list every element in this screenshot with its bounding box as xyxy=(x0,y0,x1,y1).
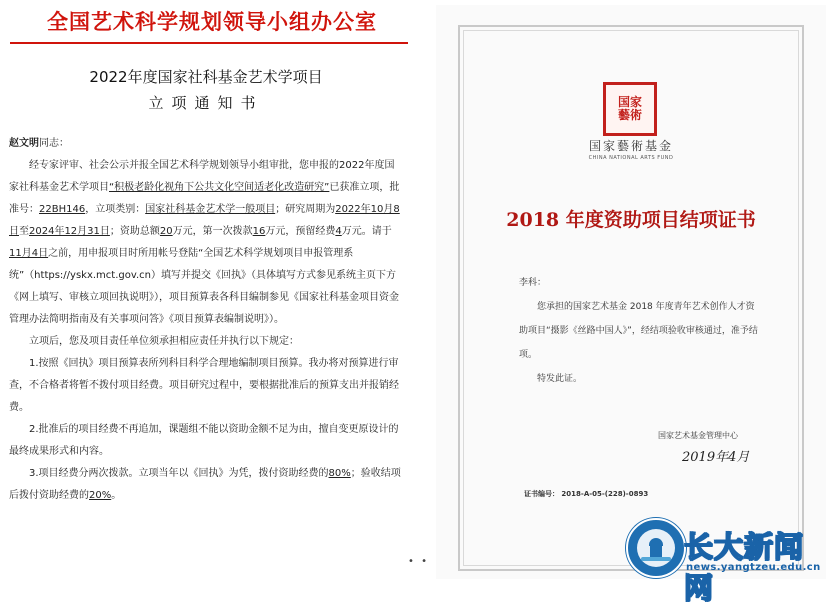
p5-text-3: 。 xyxy=(111,490,122,501)
fund-name: 国家藝術基金 xyxy=(588,139,673,153)
project-title: “积极老龄化视角下公共文化空间适老化改造研究” xyxy=(109,182,330,193)
university-logo-icon xyxy=(626,518,686,578)
approval-notice-document xyxy=(0,0,412,579)
p1-text-1: 经专家评审、社会公示并报全国艺术科学规划领导小组审批，您申报的2022年度国家社科基金艺术学项目 xyxy=(9,160,395,193)
paragraph-4: 2.批准后的项目经费不再追加，课题组不能以资助金额不足为由，擅自变更原设计的最终成果形式和内容。 xyxy=(9,424,399,457)
start-date: 2022年10月8日 xyxy=(9,204,400,237)
office-header: 全国艺术科学规划领导小组办公室 xyxy=(47,9,377,34)
reserve-funding: 4 xyxy=(335,226,342,237)
issuing-organization: 国家艺术基金管理中心 xyxy=(658,431,738,440)
certificate-body xyxy=(519,271,759,391)
total-funding: 20 xyxy=(159,226,173,237)
p1-text-4: ；研究周期为 xyxy=(275,204,336,215)
first-payment: 16 xyxy=(252,226,266,237)
salutation-suffix: 同志： xyxy=(39,138,69,149)
p1-text-9: 万元。请于 xyxy=(341,226,392,237)
p5-text-2: ；验收结项后拨付资助经费的 xyxy=(9,468,401,501)
paragraph-3: 1.按照《回执》项目预算表所列科目科学合理地编制项目预算。我办将对预算进行审查，不合格者将暂不拨付项目经费。项目研究过程中，要根据批准后的预算支出并报销经费。 xyxy=(9,358,399,413)
end-date: 2024年12月31日 xyxy=(29,226,110,237)
certificate-recipient: 李科： xyxy=(519,278,547,288)
header-divider xyxy=(10,42,408,44)
p1-text-8: 万元，预留经费 xyxy=(265,226,336,237)
p1-text-7: 万元，第一次拨款 xyxy=(172,226,253,237)
site-url-watermark: news.yangtzeu.edu.cn xyxy=(686,562,821,573)
paragraph-5 xyxy=(9,463,404,507)
p5-text-1: 3.项目经费分两次拨款。立项当年以《回执》为凭，拨付资助经费的 xyxy=(29,468,329,479)
paragraph-2: 立项后，您及项目责任单位须承担相应责任并执行以下规定： xyxy=(29,336,299,347)
completion-certificate xyxy=(436,5,826,579)
second-percent: 20% xyxy=(89,490,112,501)
ellipsis-dots: • • xyxy=(408,556,429,567)
notice-body xyxy=(9,133,404,507)
approval-number: 22BH146 xyxy=(39,204,86,215)
recipient-name: 赵文明 xyxy=(9,138,39,149)
notice-subtitle: 立项通知书 xyxy=(148,94,264,112)
site-name-watermark: 长大新闻网 xyxy=(684,530,805,605)
first-percent: 80% xyxy=(328,468,351,479)
p1-text-5: 至 xyxy=(19,226,29,237)
p1-text-10: 之前，用申报项目时所用帐号登陆“全国艺术科学规划项目申报管理系统”（https://yskx.mct.gov.cn）填写并提交《回执》（具体填写方式参见系统主页下方《网上填写、审核立项回执说明》），项目预算表各科目编制参见《国家社科基金项目资金管理办法简明指南及有关事项问答》《项目预算表编制说明》）。 xyxy=(9,248,399,325)
p1-text-6: ；资助总额 xyxy=(109,226,160,237)
deadline: 11月4日 xyxy=(9,248,49,259)
handwritten-date: 2019年4月 xyxy=(682,450,750,465)
certificate-text: 您承担的国家艺术基金 2018 年度青年艺术创作人才资助项目“摄影《丝路中国人》”，经结项验收审核通过，准予结项。 xyxy=(519,302,758,360)
certificate-closing: 特发此证。 xyxy=(537,374,583,384)
notice-title: 2022年度国家社科基金艺术学项目 xyxy=(89,68,323,86)
paragraph-1 xyxy=(9,155,404,331)
p1-text-2: 已获准立项，批准号： xyxy=(9,182,400,215)
arts-fund-seal-logo: 国家 藝術 xyxy=(603,82,657,136)
p1-text-3: ，立项类别： xyxy=(85,204,146,215)
fund-english-name: CHINA NATIONAL ARTS FUND xyxy=(588,155,674,161)
certificate-number: 证书编号： 2018-A-05-(228)-0893 xyxy=(524,490,649,498)
project-category: 国家社科基金艺术学一般项目 xyxy=(145,204,276,215)
certificate-title: 2018 年度资助项目结项证书 xyxy=(506,209,756,231)
salutation xyxy=(9,133,404,155)
